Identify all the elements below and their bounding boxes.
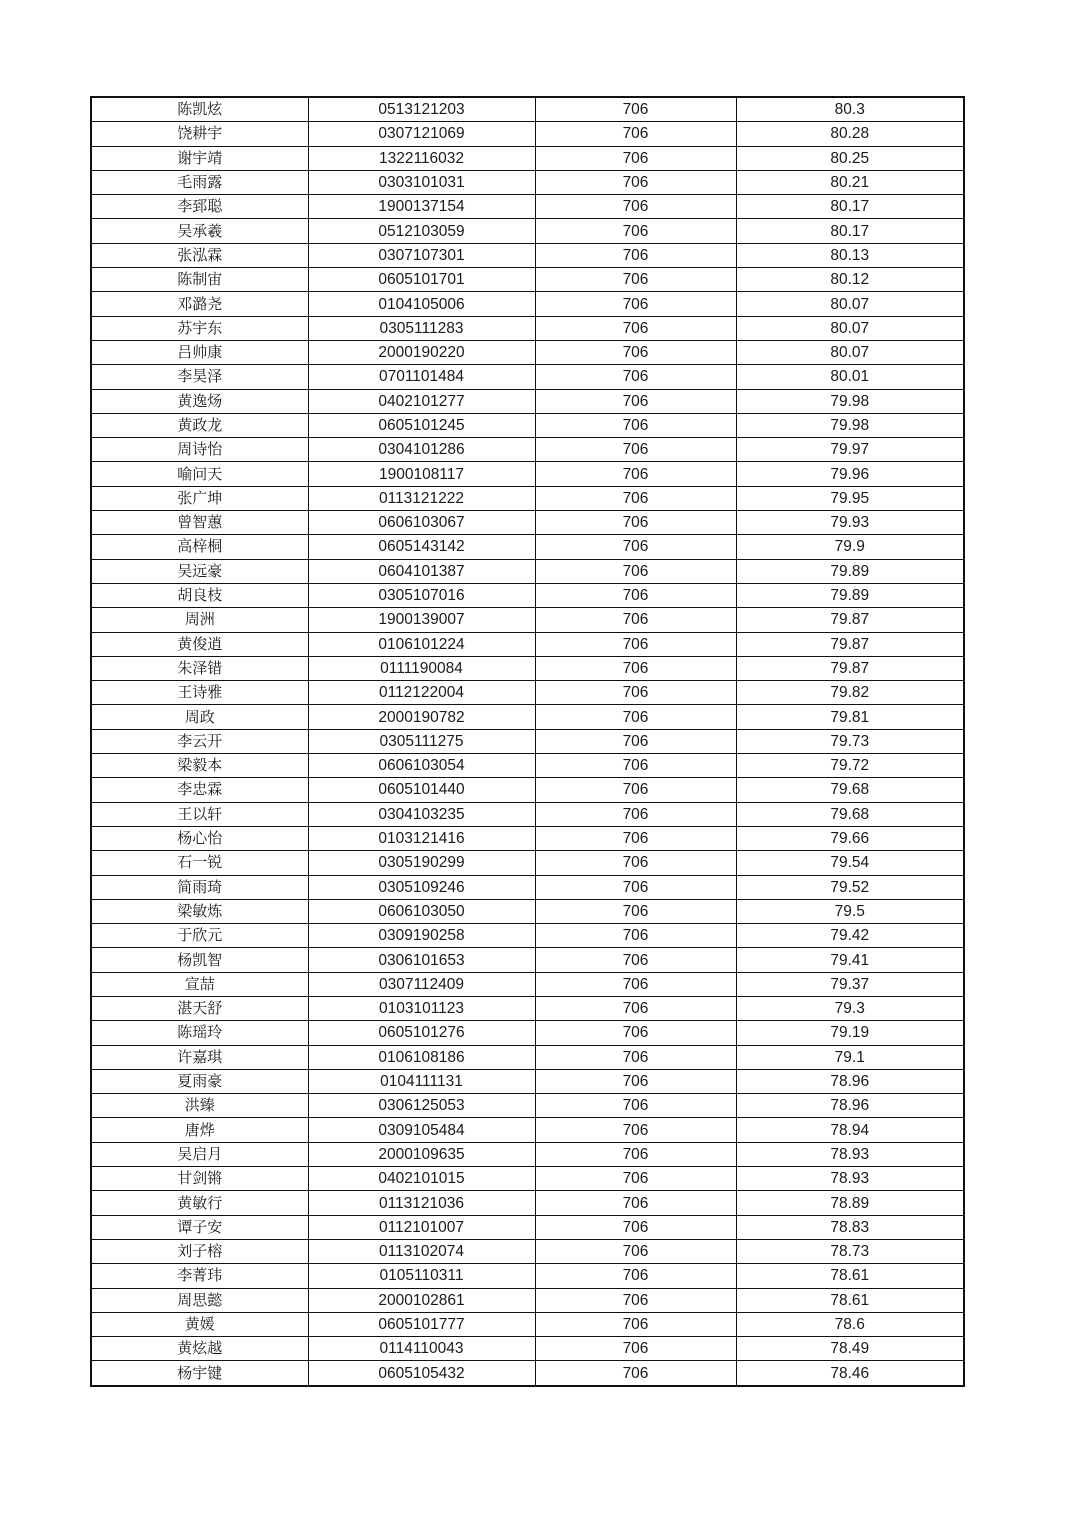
id-cell: 0113121036 [308, 1191, 535, 1215]
table-row [91, 754, 964, 778]
name-cell: 甘剑锵 [91, 1167, 308, 1191]
code-cell: 706 [535, 656, 736, 680]
id-cell: 0604101387 [308, 559, 535, 583]
table-row [91, 851, 964, 875]
table-row [91, 729, 964, 753]
id-cell: 0112101007 [308, 1215, 535, 1239]
score-cell: 79.82 [736, 681, 964, 705]
name-cell: 许嘉琪 [91, 1045, 308, 1069]
id-cell: 0605101245 [308, 413, 535, 437]
table-row [91, 1021, 964, 1045]
name-cell: 李菁玮 [91, 1264, 308, 1288]
id-cell: 0307121069 [308, 122, 535, 146]
name-cell: 周政 [91, 705, 308, 729]
code-cell: 706 [535, 340, 736, 364]
score-cell: 79.42 [736, 924, 964, 948]
score-cell: 79.89 [736, 559, 964, 583]
id-cell: 0306125053 [308, 1094, 535, 1118]
code-cell: 706 [535, 851, 736, 875]
table-row [91, 1142, 964, 1166]
id-cell: 0402101277 [308, 389, 535, 413]
code-cell: 706 [535, 632, 736, 656]
table-row [91, 1215, 964, 1239]
id-cell: 0112122004 [308, 681, 535, 705]
code-cell: 706 [535, 243, 736, 267]
name-cell: 吴远豪 [91, 559, 308, 583]
name-cell: 陈凯炫 [91, 97, 308, 122]
table-row [91, 1312, 964, 1336]
name-cell: 毛雨露 [91, 170, 308, 194]
score-cell: 79.5 [736, 899, 964, 923]
score-cell: 79.3 [736, 996, 964, 1020]
code-cell: 706 [535, 97, 736, 122]
code-cell: 706 [535, 462, 736, 486]
id-cell: 0305111283 [308, 316, 535, 340]
score-cell: 78.61 [736, 1264, 964, 1288]
code-cell: 706 [535, 1264, 736, 1288]
code-cell: 706 [535, 1312, 736, 1336]
name-cell: 黄炫越 [91, 1337, 308, 1361]
name-cell: 张广坤 [91, 486, 308, 510]
score-cell: 79.73 [736, 729, 964, 753]
id-cell: 0307112409 [308, 972, 535, 996]
id-cell: 0304101286 [308, 438, 535, 462]
name-cell: 黄俊逍 [91, 632, 308, 656]
table-row [91, 583, 964, 607]
score-cell: 78.93 [736, 1167, 964, 1191]
table-row [91, 1094, 964, 1118]
name-cell: 李昊泽 [91, 365, 308, 389]
table-row [91, 486, 964, 510]
score-cell: 79.98 [736, 413, 964, 437]
name-cell: 湛天舒 [91, 996, 308, 1020]
id-cell: 0106108186 [308, 1045, 535, 1069]
id-cell: 0606103054 [308, 754, 535, 778]
score-cell: 80.17 [736, 195, 964, 219]
code-cell: 706 [535, 535, 736, 559]
table-row [91, 1239, 964, 1263]
score-cell: 78.94 [736, 1118, 964, 1142]
table-row [91, 1069, 964, 1093]
score-table [90, 96, 965, 1387]
score-cell: 78.89 [736, 1191, 964, 1215]
code-cell: 706 [535, 583, 736, 607]
table-row [91, 948, 964, 972]
score-cell: 80.17 [736, 219, 964, 243]
code-cell: 706 [535, 608, 736, 632]
table-row [91, 875, 964, 899]
score-cell: 80.3 [736, 97, 964, 122]
name-cell: 谭子安 [91, 1215, 308, 1239]
name-cell: 吕帅康 [91, 340, 308, 364]
score-cell: 79.41 [736, 948, 964, 972]
id-cell: 0305107016 [308, 583, 535, 607]
id-cell: 0606103067 [308, 511, 535, 535]
table-row [91, 1288, 964, 1312]
code-cell: 706 [535, 1045, 736, 1069]
code-cell: 706 [535, 170, 736, 194]
table-row [91, 656, 964, 680]
id-cell: 0305109246 [308, 875, 535, 899]
code-cell: 706 [535, 389, 736, 413]
id-cell: 0605105432 [308, 1361, 535, 1386]
name-cell: 胡良枝 [91, 583, 308, 607]
table-row [91, 292, 964, 316]
code-cell: 706 [535, 511, 736, 535]
score-cell: 79.68 [736, 802, 964, 826]
table-row [91, 535, 964, 559]
score-cell: 79.81 [736, 705, 964, 729]
id-cell: 2000190782 [308, 705, 535, 729]
name-cell: 周诗怡 [91, 438, 308, 462]
table-row [91, 899, 964, 923]
code-cell: 706 [535, 365, 736, 389]
code-cell: 706 [535, 875, 736, 899]
id-cell: 0605101777 [308, 1312, 535, 1336]
code-cell: 706 [535, 1288, 736, 1312]
code-cell: 706 [535, 754, 736, 778]
id-cell: 0305190299 [308, 851, 535, 875]
code-cell: 706 [535, 1191, 736, 1215]
name-cell: 黄逸炀 [91, 389, 308, 413]
id-cell: 2000109635 [308, 1142, 535, 1166]
code-cell: 706 [535, 1215, 736, 1239]
name-cell: 邓潞尧 [91, 292, 308, 316]
table-row [91, 972, 964, 996]
score-cell: 80.28 [736, 122, 964, 146]
code-cell: 706 [535, 1239, 736, 1263]
table-row [91, 438, 964, 462]
table-row [91, 316, 964, 340]
code-cell: 706 [535, 316, 736, 340]
score-table-body [91, 97, 964, 1386]
id-cell: 1900108117 [308, 462, 535, 486]
id-cell: 1322116032 [308, 146, 535, 170]
table-row [91, 122, 964, 146]
id-cell: 0606103050 [308, 899, 535, 923]
name-cell: 陈制宙 [91, 268, 308, 292]
table-row [91, 146, 964, 170]
id-cell: 0309190258 [308, 924, 535, 948]
score-cell: 79.95 [736, 486, 964, 510]
table-row [91, 826, 964, 850]
id-cell: 0103101123 [308, 996, 535, 1020]
score-cell: 79.87 [736, 632, 964, 656]
table-row [91, 1337, 964, 1361]
code-cell: 706 [535, 1337, 736, 1361]
table-row [91, 413, 964, 437]
name-cell: 吴启月 [91, 1142, 308, 1166]
code-cell: 706 [535, 899, 736, 923]
code-cell: 706 [535, 1021, 736, 1045]
code-cell: 706 [535, 729, 736, 753]
table-row [91, 243, 964, 267]
name-cell: 黄敏行 [91, 1191, 308, 1215]
name-cell: 谢宇靖 [91, 146, 308, 170]
name-cell: 杨凯智 [91, 948, 308, 972]
table-row [91, 511, 964, 535]
id-cell: 0306101653 [308, 948, 535, 972]
id-cell: 0104105006 [308, 292, 535, 316]
id-cell: 0605143142 [308, 535, 535, 559]
name-cell: 王以轩 [91, 802, 308, 826]
id-cell: 0111190084 [308, 656, 535, 680]
name-cell: 夏雨豪 [91, 1069, 308, 1093]
score-cell: 78.83 [736, 1215, 964, 1239]
table-row [91, 681, 964, 705]
name-cell: 李郅聪 [91, 195, 308, 219]
score-cell: 78.46 [736, 1361, 964, 1386]
table-row [91, 365, 964, 389]
score-cell: 80.07 [736, 340, 964, 364]
table-row [91, 462, 964, 486]
score-cell: 78.73 [736, 1239, 964, 1263]
score-cell: 80.25 [736, 146, 964, 170]
table-row [91, 608, 964, 632]
score-cell: 79.89 [736, 583, 964, 607]
score-cell: 80.13 [736, 243, 964, 267]
code-cell: 706 [535, 1361, 736, 1386]
score-cell: 80.12 [736, 268, 964, 292]
score-cell: 80.07 [736, 292, 964, 316]
id-cell: 0605101440 [308, 778, 535, 802]
id-cell: 0309105484 [308, 1118, 535, 1142]
name-cell: 朱泽错 [91, 656, 308, 680]
code-cell: 706 [535, 559, 736, 583]
name-cell: 周洲 [91, 608, 308, 632]
table-row [91, 219, 964, 243]
id-cell: 0105110311 [308, 1264, 535, 1288]
name-cell: 黄媛 [91, 1312, 308, 1336]
id-cell: 0307107301 [308, 243, 535, 267]
name-cell: 刘子榕 [91, 1239, 308, 1263]
id-cell: 1900137154 [308, 195, 535, 219]
code-cell: 706 [535, 1142, 736, 1166]
code-cell: 706 [535, 1094, 736, 1118]
table-row [91, 340, 964, 364]
score-cell: 79.87 [736, 656, 964, 680]
name-cell: 梁毅本 [91, 754, 308, 778]
code-cell: 706 [535, 681, 736, 705]
name-cell: 唐烨 [91, 1118, 308, 1142]
id-cell: 0605101276 [308, 1021, 535, 1045]
table-row [91, 996, 964, 1020]
id-cell: 1900139007 [308, 608, 535, 632]
code-cell: 706 [535, 146, 736, 170]
table-row [91, 1264, 964, 1288]
code-cell: 706 [535, 1118, 736, 1142]
score-cell: 79.54 [736, 851, 964, 875]
id-cell: 0104111131 [308, 1069, 535, 1093]
score-cell: 78.96 [736, 1094, 964, 1118]
score-cell: 79.1 [736, 1045, 964, 1069]
score-cell: 78.49 [736, 1337, 964, 1361]
score-cell: 79.37 [736, 972, 964, 996]
score-cell: 79.96 [736, 462, 964, 486]
code-cell: 706 [535, 705, 736, 729]
code-cell: 706 [535, 802, 736, 826]
name-cell: 饶耕宇 [91, 122, 308, 146]
name-cell: 梁敏炼 [91, 899, 308, 923]
name-cell: 李云开 [91, 729, 308, 753]
table-row [91, 924, 964, 948]
name-cell: 石一锐 [91, 851, 308, 875]
score-cell: 79.19 [736, 1021, 964, 1045]
score-cell: 80.01 [736, 365, 964, 389]
id-cell: 0305111275 [308, 729, 535, 753]
id-cell: 2000102861 [308, 1288, 535, 1312]
code-cell: 706 [535, 1069, 736, 1093]
code-cell: 706 [535, 268, 736, 292]
table-row [91, 632, 964, 656]
id-cell: 0303101031 [308, 170, 535, 194]
table-row [91, 268, 964, 292]
table-row [91, 1045, 964, 1069]
table-row [91, 1191, 964, 1215]
name-cell: 简雨琦 [91, 875, 308, 899]
id-cell: 0513121203 [308, 97, 535, 122]
table-row [91, 802, 964, 826]
code-cell: 706 [535, 195, 736, 219]
table-row [91, 1361, 964, 1386]
name-cell: 喻问天 [91, 462, 308, 486]
score-cell: 78.6 [736, 1312, 964, 1336]
code-cell: 706 [535, 948, 736, 972]
name-cell: 张泓霖 [91, 243, 308, 267]
id-cell: 0402101015 [308, 1167, 535, 1191]
id-cell: 0106101224 [308, 632, 535, 656]
code-cell: 706 [535, 826, 736, 850]
score-cell: 79.87 [736, 608, 964, 632]
table-row [91, 705, 964, 729]
id-cell: 0103121416 [308, 826, 535, 850]
name-cell: 于欣元 [91, 924, 308, 948]
name-cell: 高梓桐 [91, 535, 308, 559]
code-cell: 706 [535, 1167, 736, 1191]
table-row [91, 1118, 964, 1142]
score-cell: 78.61 [736, 1288, 964, 1312]
table-row [91, 778, 964, 802]
name-cell: 洪臻 [91, 1094, 308, 1118]
code-cell: 706 [535, 413, 736, 437]
score-cell: 79.68 [736, 778, 964, 802]
id-cell: 0512103059 [308, 219, 535, 243]
id-cell: 0605101701 [308, 268, 535, 292]
score-cell: 79.93 [736, 511, 964, 535]
score-cell: 80.07 [736, 316, 964, 340]
name-cell: 苏宇东 [91, 316, 308, 340]
code-cell: 706 [535, 219, 736, 243]
table-row [91, 389, 964, 413]
score-cell: 78.93 [736, 1142, 964, 1166]
name-cell: 曾智蕙 [91, 511, 308, 535]
name-cell: 宣喆 [91, 972, 308, 996]
code-cell: 706 [535, 438, 736, 462]
table-row [91, 170, 964, 194]
name-cell: 杨宇键 [91, 1361, 308, 1386]
name-cell: 陈瑶玲 [91, 1021, 308, 1045]
score-cell: 79.9 [736, 535, 964, 559]
code-cell: 706 [535, 996, 736, 1020]
code-cell: 706 [535, 122, 736, 146]
code-cell: 706 [535, 292, 736, 316]
code-cell: 706 [535, 972, 736, 996]
name-cell: 杨心怡 [91, 826, 308, 850]
id-cell: 2000190220 [308, 340, 535, 364]
id-cell: 0304103235 [308, 802, 535, 826]
code-cell: 706 [535, 924, 736, 948]
id-cell: 0114110043 [308, 1337, 535, 1361]
name-cell: 周思懿 [91, 1288, 308, 1312]
table-row [91, 97, 964, 122]
id-cell: 0113121222 [308, 486, 535, 510]
score-cell: 79.72 [736, 754, 964, 778]
score-cell: 78.96 [736, 1069, 964, 1093]
id-cell: 0113102074 [308, 1239, 535, 1263]
score-cell: 79.98 [736, 389, 964, 413]
score-cell: 79.97 [736, 438, 964, 462]
name-cell: 李忠霖 [91, 778, 308, 802]
score-cell: 79.52 [736, 875, 964, 899]
code-cell: 706 [535, 486, 736, 510]
name-cell: 吴承羲 [91, 219, 308, 243]
id-cell: 0701101484 [308, 365, 535, 389]
name-cell: 黄政龙 [91, 413, 308, 437]
score-cell: 80.21 [736, 170, 964, 194]
code-cell: 706 [535, 778, 736, 802]
name-cell: 王诗雅 [91, 681, 308, 705]
score-cell: 79.66 [736, 826, 964, 850]
table-row [91, 1167, 964, 1191]
table-row [91, 559, 964, 583]
table-row [91, 195, 964, 219]
